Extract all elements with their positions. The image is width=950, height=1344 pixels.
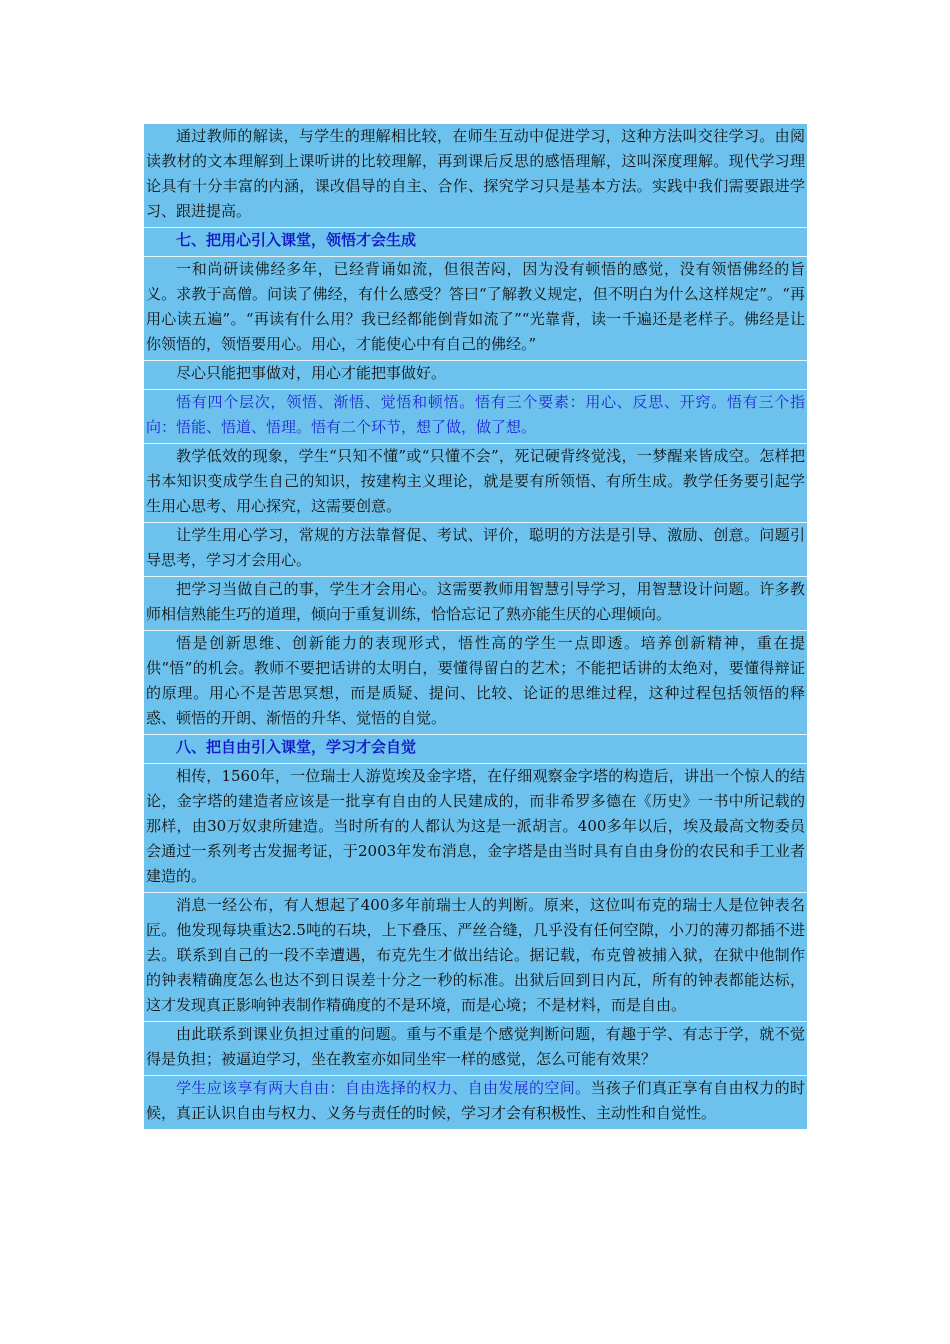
paragraph: 一和尚研读佛经多年，已经背诵如流，但很苦闷，因为没有顿悟的感觉，没有领悟佛经的旨义。求教于高僧。问读了佛经，有什么感受？答曰“了解教义规定，但不明白为什么这样规定”。“再用心读五遍”。“再读有什么用？我已经都能倒背如流了”“光靠背，读一千遍还是老样子。佛经是让你领悟的，领悟要用心。用心，才能使心中有自己的佛经。”	[144, 256, 807, 360]
paragraph-text: 当孩子们真正享有自由权力的时候，真正认识自由与权力、义务与责任的时候，学习才会有积极性、主动性和自觉性。	[146, 1079, 805, 1122]
paragraph: 尽心只能把事做对，用心才能把事做好。	[144, 360, 807, 389]
paragraph: 教学低效的现象，学生“只知不懂”或“只懂不会”，死记硬背终觉浅，一梦醒来皆成空。怎样把书本知识变成学生自己的知识，按建构主义理论，就是要有所领悟、有所生成。教学任务要引起学生用心思考、用心探究，这需要创意。	[144, 443, 807, 522]
blue-text: 悟有四个层次，领悟、渐悟、觉悟和顿悟。悟有三个要素：用心、反思、开窍。悟有三个指向：悟能、悟道、悟理。悟有二个环节，想了做，做了想。	[146, 393, 805, 436]
paragraph: 通过教师的解读，与学生的理解相比较，在师生互动中促进学习，这种方法叫交往学习。由阅读教材的文本理解到上课听讲的比较理解，再到课后反思的感悟理解，这叫深度理解。现代学习理论具有十分丰富的内涵，课改倡导的自主、合作、探究学习只是基本方法。实践中我们需要跟进学习、跟进提高。	[146, 127, 805, 220]
blue-text: 学生应该享有两大自由：自由选择的权力、自由发展的空间。	[176, 1079, 591, 1097]
paragraph: 消息一经公布，有人想起了400多年前瑞士人的判断。原来，这位叫布克的瑞士人是位钟表名匠。他发现每块重达2.5吨的石块，上下叠压、严丝合缝，几乎没有任何空隙，小刀的薄刃都插不进去。联系到自己的一段不幸遭遇，布克先生才做出结论。据记载，布克曾被捕入狱，在狱中他制作的钟表精确度怎么也达不到日误差十分之一秒的标准。出狱后回到日内瓦，所有的钟表都能达标，这才发现真正影响钟表制作精确度的不是环境，而是心境；不是材料，而是自由。	[144, 892, 807, 1021]
section-heading: 八、把自由引入课堂，学习才会自觉	[144, 734, 807, 763]
paragraph	[144, 389, 807, 443]
paragraph: 把学习当做自己的事，学生才会用心。这需要教师用智慧引导学习，用智慧设计问题。许多教师相信熟能生巧的道理，倾向于重复训练，恰恰忘记了熟亦能生厌的心理倾向。	[144, 576, 807, 630]
paragraph: 相传，1560年，一位瑞士人游览埃及金字塔，在仔细观察金字塔的构造后，讲出一个惊人的结论，金字塔的建造者应该是一批享有自由的人民建成的，而非希罗多德在《历史》一书中所记载的那样，由30万奴隶所建造。当时所有的人都认为这是一派胡言。400多年以后，埃及最高文物委员会通过一系列考古发掘考证，于2003年发布消息，金字塔是由当时具有自由身份的农民和手工业者建造的。	[144, 763, 807, 892]
paragraph	[144, 1075, 807, 1129]
section-heading: 七、把用心引入课堂，领悟才会生成	[144, 227, 807, 256]
paragraph: 悟是创新思维、创新能力的表现形式，悟性高的学生一点即透。培养创新精神，重在提供“悟”的机会。教师不要把话讲的太明白，要懂得留白的艺术；不能把话讲的太绝对，要懂得辩证的原理。用心不是苦思冥想，而是质疑、提问、比较、论证的思维过程，这种过程包括领悟的释惑、顿悟的开朗、渐悟的升华、觉悟的自觉。	[144, 630, 807, 734]
highlighted-text-block	[144, 124, 807, 1129]
paragraph: 由此联系到课业负担过重的问题。重与不重是个感觉判断问题，有趣于学、有志于学，就不觉得是负担；被逼迫学习，坐在教室亦如同坐牢一样的感觉，怎么可能有效果？	[144, 1021, 807, 1075]
paragraph: 让学生用心学习，常规的方法靠督促、考试、评价，聪明的方法是引导、激励、创意。问题引导思考，学习才会用心。	[144, 522, 807, 576]
